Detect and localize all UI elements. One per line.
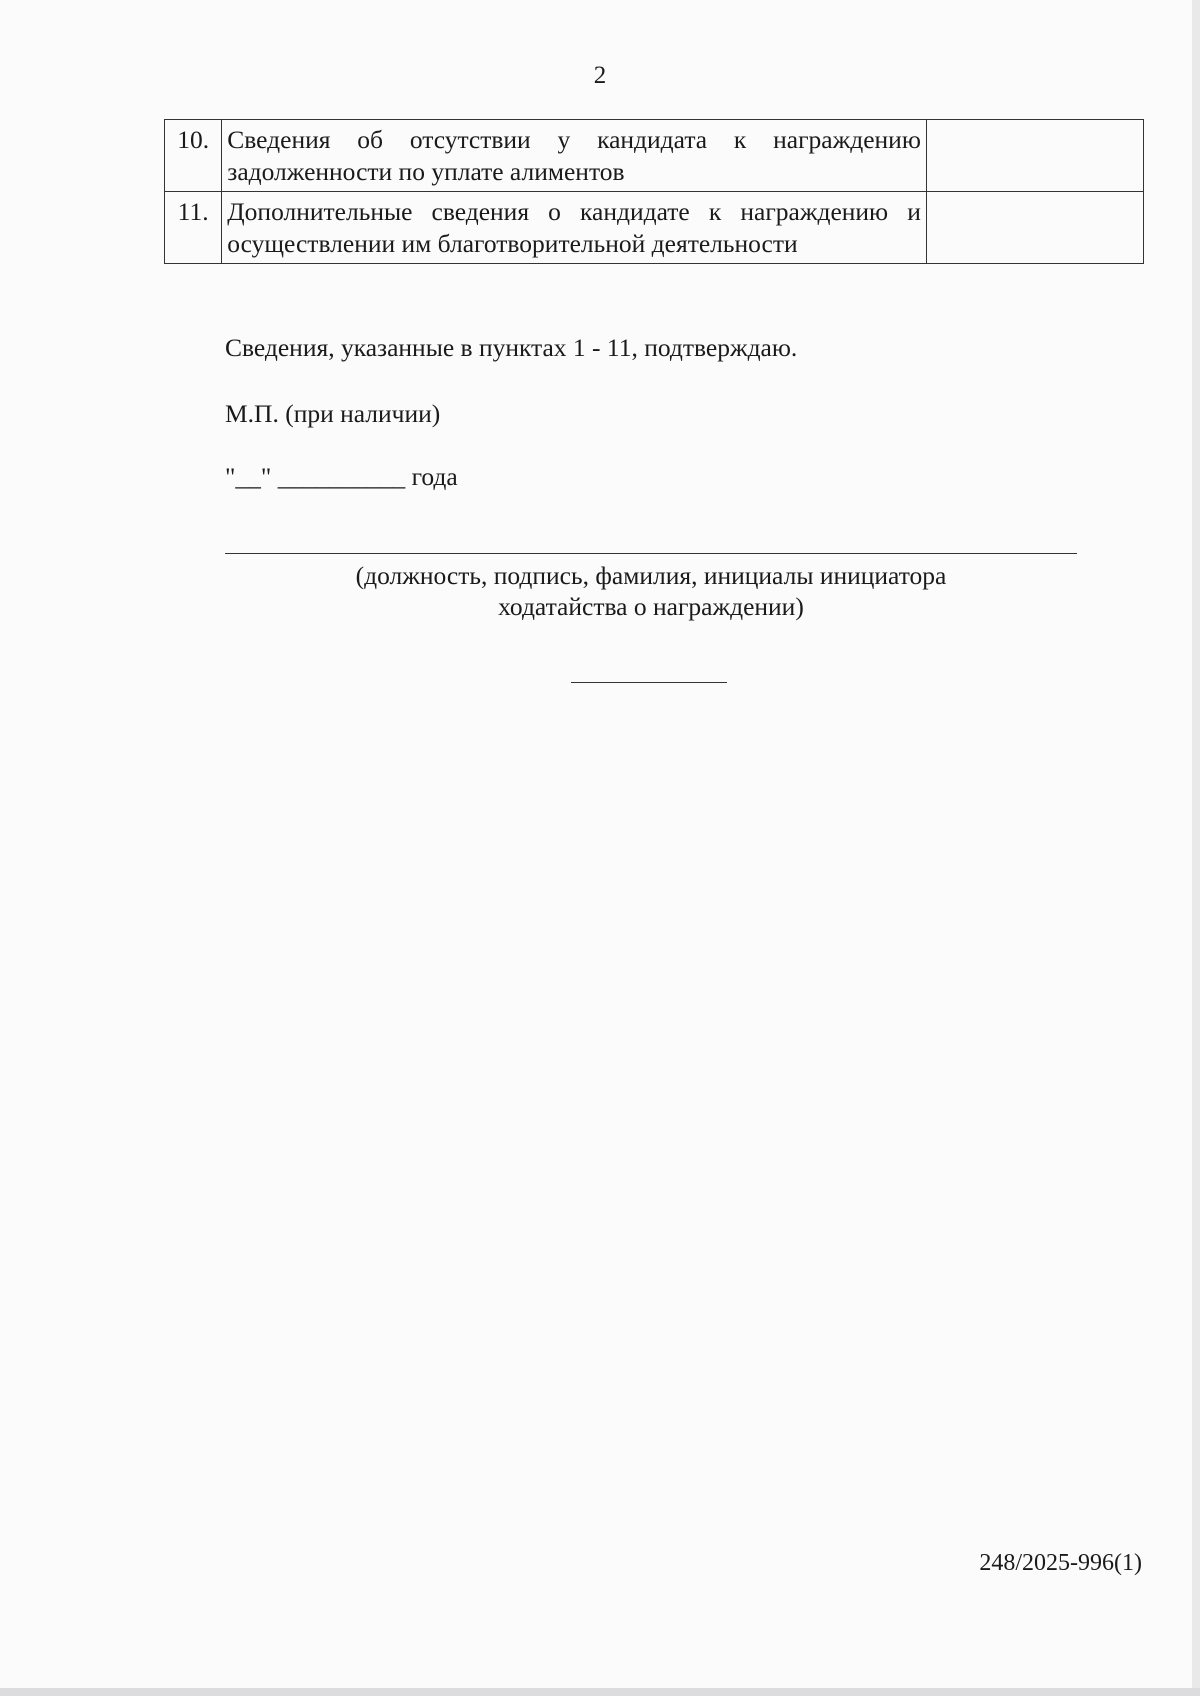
row-description [222,192,927,264]
signature-line [225,553,1077,554]
row-number: 11. [165,192,222,264]
table-row [165,192,1144,264]
footer-code: 248/2025-996(1) [979,1550,1142,1576]
seal-text: М.П. (при наличии) [225,399,441,428]
row-description-line1: Сведения об отсутствии у кандидата к награждению [227,125,921,154]
row-number: 10. [165,120,222,192]
signature-caption-line1: (должность, подпись, фамилия, инициалы инициатора [355,561,947,590]
row-value [926,120,1143,192]
signature-caption-line2: ходатайства о награждении) [498,592,804,621]
end-separator-line [571,682,727,683]
row-description [222,120,927,192]
confirmation-text: Сведения, указанные в пунктах 1 - 11, подтверждаю. [225,333,798,362]
row-description-line1: Дополнительные сведения о кандидате к награждению и [227,197,921,226]
scan-edge-right [1192,0,1200,1696]
page-number: 2 [593,62,607,89]
info-table [164,119,1144,264]
table-row [165,120,1144,192]
date-line: "__" __________ года [225,462,458,491]
signature-caption [225,560,1077,622]
row-description-line2: задолженности по уплате алиментов [227,157,625,186]
row-value [926,192,1143,264]
scan-edge-bottom [0,1688,1200,1696]
row-description-line2: осуществлении им благотворительной деятельности [227,229,798,258]
